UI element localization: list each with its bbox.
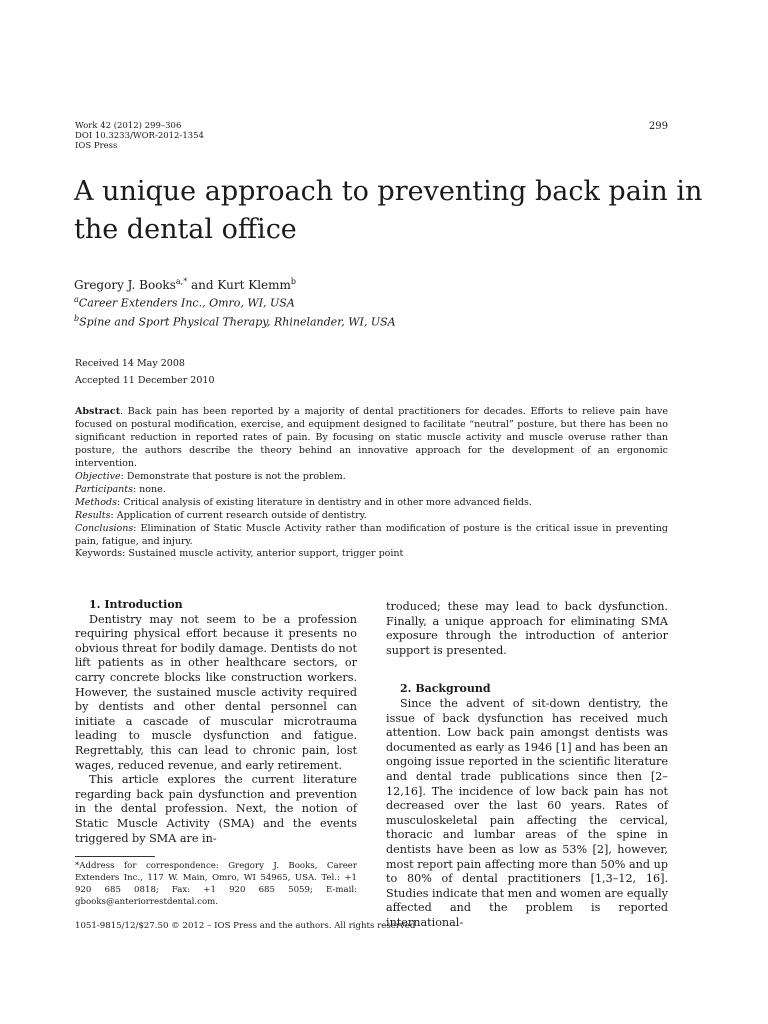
abstract-results: Results: Application of current research outside of dentistry.	[75, 510, 367, 521]
journal-metadata	[75, 121, 204, 151]
author-block	[74, 275, 396, 329]
author-2-sup: b	[290, 277, 297, 286]
author-line	[74, 275, 396, 292]
copyright-line: 1051-9815/12/$27.50 © 2012 – IOS Press and the authors. All rights reserved	[75, 921, 416, 931]
left-column	[75, 598, 357, 846]
keywords: Keywords: Sustained muscle activity, anterior support, trigger point	[75, 548, 404, 559]
abstract-participants: Participants: none.	[75, 484, 166, 495]
author-1-sup: a,*	[175, 277, 188, 286]
correspondence-footnote: *Address for correspondence: Gregory J. Books, Career Extenders Inc., 117 W. Main, Omro, WI 54965, USA. Tel.: +1 920 685 0818; Fax: +1 920 685 5059; E-mail: gbooks@anteriorrestdental.com.	[75, 861, 357, 907]
doi-line: DOI 10.3233/WOR-2012-1354	[75, 131, 204, 141]
accepted-date: Accepted 11 December 2010	[75, 375, 215, 386]
section-heading-introduction: 1. Introduction	[89, 598, 183, 611]
abstract-methods: Methods: Critical analysis of existing literature in dentistry and in other more advanced fields.	[75, 497, 532, 508]
footnote-divider	[75, 856, 155, 857]
paper-title: A unique approach to preventing back pain in the dental office	[74, 176, 703, 245]
author-2: Kurt Klemm	[217, 278, 291, 292]
intro-paragraph-1: Dentistry may not seem to be a profession requiring physical effort because it presents no obvious threat for bodily damage. Dentists do not lift patients as in other healthcare sectors, or carry concrete blocks like construction workers. However, the sustained muscle activity required by dentists and other dental personnel can initiate a cascade of muscular microtrauma leading to muscle dysfunction and fatigue. Regrettably, this can lead to chronic pain, lost wages, reduced revenue, and early retirement.	[75, 612, 357, 772]
intro-paragraph-2: This article explores the current literature regarding back pain dysfunction and prevention in the dental profession. Next, the notion of Static Muscle Activity (SMA) and the events triggered by SMA are in-	[75, 773, 357, 845]
journal-line: Work 42 (2012) 299–306	[75, 121, 182, 131]
author-1: Gregory J. Books	[74, 278, 176, 292]
author-and: and	[191, 278, 214, 292]
section-heading-background: 2. Background	[400, 682, 491, 696]
abstract-objective: Objective: Demonstrate that posture is not the problem.	[75, 471, 346, 482]
abstract-main: Abstract. Back pain has been reported by a majority of dental practitioners for decades. Efforts to relieve pain have focused on postural modification, exercise, and equipment designed to facilitate “neutral” posture, but there has been no significant reduction in reported rates of pain. By focusing on static muscle activity and muscle overuse rather than posture, the authors describe the theory behind an innovative approach for the development of an ergonomic intervention.	[75, 406, 668, 469]
intro-continuation: troduced; these may lead to back dysfunction. Finally, a unique approach for eliminating SMA exposure through the introduction of anterior support is presented.	[386, 600, 668, 657]
article-dates	[75, 355, 215, 389]
abstract	[75, 405, 668, 548]
affiliation-a: $^a$Career Extenders Inc., Omro, WI, USA	[74, 295, 295, 310]
received-date: Received 14 May 2008	[75, 358, 185, 369]
background-paragraph-1: Since the advent of sit-down dentistry, the issue of back dysfunction has received much attention. Low back pain amongst dentists was documented as early as 1946 [1] and has been an ongoing issue reported in the scientific literature and dental trade publications since then [2–12,16]. The incidence of low back pain has not decreased over the last 60 years. Rates of musculoskeletal pain affecting the cervical, thoracic and lumbar areas of the spine in dentists have been as low as 53% [2], however, most report pain affecting more than 50% and up to 80% of dental practitioners [1,3–12, 16]. Studies indicate that men and women are equally affected and the problem is reported international-	[386, 696, 668, 929]
right-column	[386, 600, 668, 930]
publisher-line: IOS Press	[75, 141, 118, 151]
abstract-conclusions: Conclusions: Elimination of Static Muscle Activity rather than modification of posture is the critical issue in preventing pain, fatigue, and injury.	[75, 523, 668, 547]
affiliation-b: $^b$Spine and Sport Physical Therapy, Rhinelander, WI, USA	[74, 313, 396, 329]
page-number: 299	[648, 121, 668, 132]
